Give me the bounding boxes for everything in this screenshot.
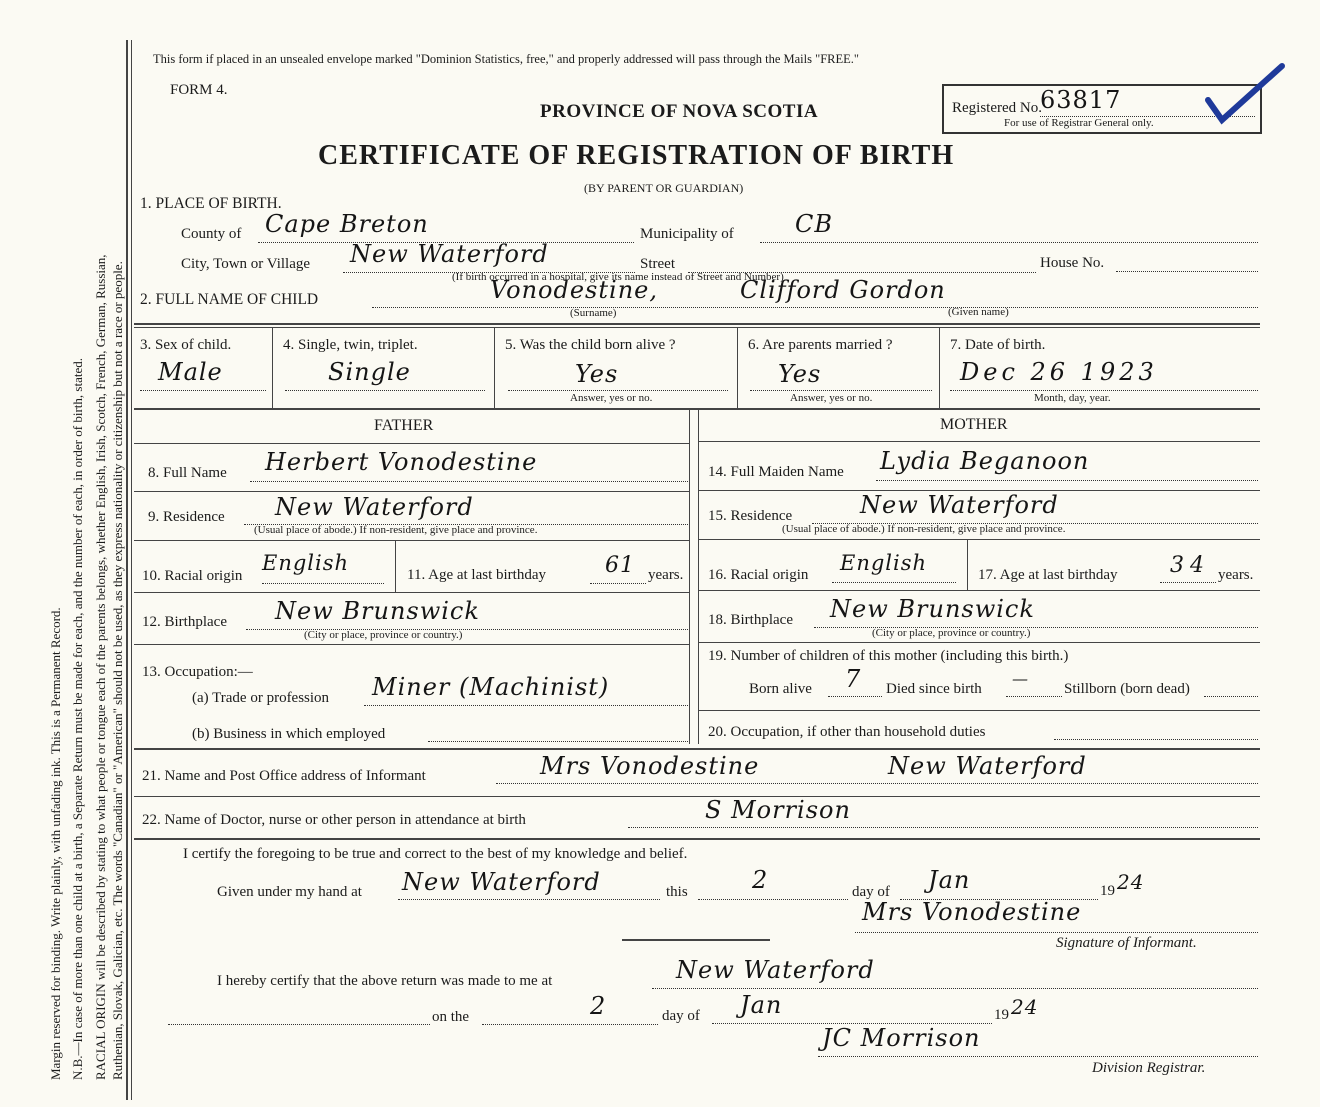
father-name-label: 8. Full Name [148,465,227,481]
father-birthplace-value: New Brunswick [275,597,480,625]
mother-name-label: 14. Full Maiden Name [708,464,844,480]
mother-birthplace-value: New Brunswick [830,595,1035,623]
father-heading-rule [134,443,689,444]
registered-number: 63817 [1040,86,1122,114]
father-heading: FATHER [374,417,434,434]
married-value: Yes [778,360,822,388]
city-label: City, Town or Village [181,256,311,272]
father-rule-4 [134,644,689,645]
alive-label: 5. Was the child born alive ? [505,337,676,353]
registrar-year-value: 24 [1011,995,1039,1019]
registrar-statement: I hereby certify that the above return was made to me at [217,973,553,989]
born-alive-label: Born alive [749,681,812,697]
father-birthplace-label: 12. Birthplace [142,614,227,630]
mother-rule-2 [698,539,1260,540]
father-age-label: 11. Age at last birthday [407,567,546,583]
single-line [285,390,485,391]
father-birthplace-caption: (City or place, province or country.) [304,629,463,641]
father-rule-2 [134,540,689,541]
given-place-line [398,899,660,900]
father-age-line [590,583,646,584]
free-mail-notice: This form if placed in an unsealed envelope marked "Dominion Statistics, free," and properly addressed will pass through the Mails "FREE." [153,52,860,66]
certify-day-of-label: day of [852,884,890,900]
mother-name-value: Lydia Beganoon [880,447,1090,475]
mother-racial-divider [967,540,968,590]
alive-caption: Answer, yes or no. [570,392,653,404]
margin-note-binding: Margin reserved for binding. Write plainly, with unfading ink. This is a Permanent Record. [48,607,63,1080]
registrar-day-value: 2 [590,992,607,1020]
mother-residence-caption: (Usual place of abode.) If non-resident, give place and province. [782,523,1066,535]
father-age-suffix: years. [648,567,684,583]
house-line [1116,271,1258,272]
registrar-place-value: New Waterford [676,956,875,984]
married-line [750,390,932,391]
died-line [1006,696,1062,697]
dob-line [950,390,1258,391]
rule-after-child [134,323,1260,325]
sex-line [140,390,266,391]
dob-label: 7. Date of birth. [950,337,1046,353]
municipality-value: CB [795,210,833,238]
died-value: — [1012,669,1029,688]
informant-line [496,783,1258,784]
father-name-value: Herbert Vonodestine [265,448,538,476]
stillborn-label: Stillborn (born dead) [1064,681,1190,697]
municipality-line [760,242,1258,243]
street-label: Street [640,256,675,272]
doctor-label: 22. Name of Doctor, nurse or other person in attendance at birth [142,812,526,828]
informant-name-value: Mrs Vonodestine [540,752,760,780]
given-label: Given under my hand at [217,884,362,900]
mother-occupation-label: 20. Occupation, if other than household duties [708,724,986,740]
form-number: FORM 4. [170,82,228,98]
trade-value: Miner (Machinist) [372,673,610,701]
province-title: PROVINCE OF NOVA SCOTIA [540,101,819,122]
city-value: New Waterford [350,240,549,268]
died-label: Died since birth [886,681,982,697]
municipality-label: Municipality of [640,226,734,242]
born-alive-value: 7 [845,665,862,693]
row3-divider-4 [939,328,940,408]
father-rule-3 [134,592,689,593]
mother-heading: MOTHER [940,416,1008,433]
certificate-subtitle: (BY PARENT OR GUARDIAN) [584,181,744,195]
mother-rule-3 [698,590,1260,591]
mother-occupation-line [1054,739,1258,740]
mother-racial-value: English [840,551,928,575]
mother-residence-label: 15. Residence [708,508,793,524]
certify-year-value: 24 [1117,870,1145,894]
father-right-rule [689,410,690,744]
doctor-value: S Morrison [705,796,851,824]
children-label: 19. Number of children of this mother (including this birth.) [708,648,1069,664]
rule-after-parents [134,748,1260,750]
born-alive-line [828,696,882,697]
informant-address-value: New Waterford [888,752,1087,780]
father-residence-value: New Waterford [275,493,474,521]
dob-value: Dec 26 1923 [960,358,1158,386]
single-label: 4. Single, twin, triplet. [283,337,418,353]
margin-note-racial-2: Ruthenian, Slovak, Galician, etc. The words "Canadian" or "American" should not be used, as they express nationality or citizenship but not a race or people. [110,261,125,1080]
registered-label: Registered No. [952,100,1042,116]
registrar-year-prefix: 19 [994,1007,1009,1023]
registrar-signature-line [818,1056,1258,1057]
on-the-label: on the [432,1009,470,1025]
county-label: County of [181,226,242,242]
mother-age-suffix: years. [1218,567,1254,583]
certificate-title: CERTIFICATE OF REGISTRATION OF BIRTH [318,140,955,171]
father-racial-line [262,583,384,584]
rule-after-doctor [134,838,1260,840]
alive-line [508,390,728,391]
certify-month-value: Jan [928,866,971,894]
mother-birthplace-label: 18. Birthplace [708,612,793,628]
child-surname-value: Vonodestine, [490,276,658,304]
margin-note-racial-1: RACIAL ORIGIN will be described by stating to what people or tongue each of the parents belongs, whether English, Irish, Scotch, French, German, Russian, [93,254,108,1080]
married-caption: Answer, yes or no. [790,392,873,404]
child-name-label: 2. FULL NAME OF CHILD [140,291,319,308]
mother-birthplace-caption: (City or place, province or country.) [872,627,1031,639]
dob-caption: Month, day, year. [1034,392,1111,404]
county-value: Cape Breton [265,210,429,238]
registrar-only-note: For use of Registrar General only. [1004,117,1154,129]
registrar-signature-value: JC Morrison [822,1024,981,1052]
hospital-note: (If birth occurred in a hospital, give its name instead of Street and Number) [452,271,784,283]
registrar-month-value: Jan [740,991,783,1019]
binding-rule-inner [131,40,132,1100]
registrar-place-line [652,988,1258,989]
registrar-signature-caption: Division Registrar. [1092,1060,1206,1076]
this-label: this [666,884,688,900]
margin-note-nb: N.B.—In case of more than one child at a birth, a Separate Return must be made for each, and the number of each, in order of birth, stated. [70,358,85,1080]
mother-age-line [1160,582,1216,583]
divider-short [622,939,770,941]
row3-divider-1 [272,328,273,408]
row3-divider-2 [494,328,495,408]
child-given-value: Clifford Gordon [740,276,946,304]
certify-day-value: 2 [752,866,769,894]
rule-after-child-2 [134,327,1260,328]
place-heading: 1. PLACE OF BIRTH. [140,195,282,212]
given-place-value: New Waterford [402,868,601,896]
given-caption: (Given name) [948,306,1009,318]
father-residence-caption: (Usual place of abode.) If non-resident, give place and province. [254,524,538,536]
rule-after-informant [134,796,1260,797]
father-racial-label: 10. Racial origin [142,568,243,584]
alive-value: Yes [575,360,619,388]
doctor-line [628,827,1258,828]
registrar-day-line [482,1024,658,1025]
certify-statement: I certify the foregoing to be true and correct to the best of my knowledge and belief. [183,846,688,862]
father-racial-value: English [262,551,350,575]
stillborn-line [1204,696,1258,697]
mother-racial-line [832,582,956,583]
child-name-line [372,307,1258,308]
binding-rule-outer [126,40,128,1100]
father-age-value: 61 [605,553,635,578]
mother-residence-value: New Waterford [860,491,1059,519]
this-day-line [698,899,848,900]
father-residence-label: 9. Residence [148,509,225,525]
trade-label: (a) Trade or profession [192,690,330,706]
business-line [428,741,688,742]
mother-heading-rule [698,441,1260,442]
sex-value: Male [158,358,223,386]
mother-racial-label: 16. Racial origin [708,567,809,583]
informant-signature-line [855,932,1258,933]
check-mark-icon [1200,60,1290,130]
father-rule-1 [134,491,689,492]
row3-divider-3 [737,328,738,408]
single-value: Single [328,358,411,386]
mother-age-value: 34 [1170,553,1210,578]
informant-label: 21. Name and Post Office address of Informant [142,768,426,784]
registrar-day-of-label: day of [662,1008,700,1024]
mother-age-label: 17. Age at last birthday [978,567,1118,583]
father-occupation-label: 13. Occupation:— [142,664,253,680]
certify-year-prefix: 19 [1100,883,1115,899]
house-label: House No. [1040,255,1105,271]
informant-signature-caption: Signature of Informant. [1056,935,1197,951]
sex-label: 3. Sex of child. [140,337,232,353]
father-name-line [250,481,688,482]
mother-left-rule [698,410,699,744]
mother-rule-4 [698,642,1260,643]
mother-rule-5 [698,710,1260,711]
mother-name-line [876,480,1258,481]
informant-signature-value: Mrs Vonodestine [862,898,1082,926]
trade-line [364,705,688,706]
rule-before-parents [134,408,1260,410]
registrar-lead-line [168,1024,430,1025]
married-label: 6. Are parents married ? [748,337,893,353]
father-racial-divider [395,541,396,592]
business-label: (b) Business in which employed [192,726,386,742]
surname-caption: (Surname) [570,307,617,319]
